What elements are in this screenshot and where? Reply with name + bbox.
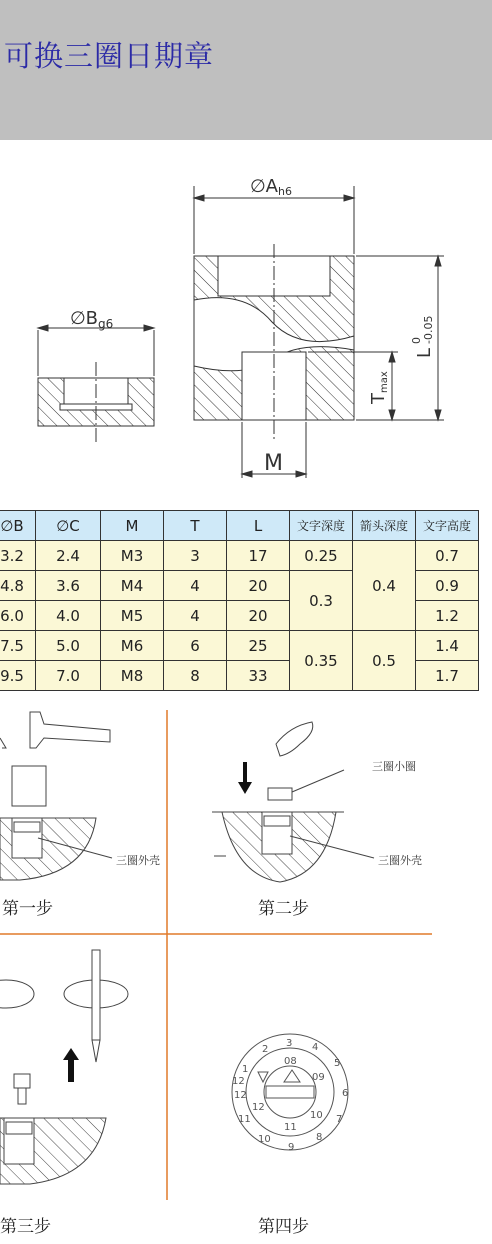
th-text-depth: 文字深度 bbox=[290, 511, 353, 541]
table-cell: 20 bbox=[227, 571, 290, 601]
svg-text:9: 9 bbox=[288, 1142, 295, 1153]
table-cell: 0.35 bbox=[290, 631, 353, 691]
svg-text:11: 11 bbox=[284, 1122, 297, 1133]
steps-illustration bbox=[0, 700, 492, 1244]
technical-drawing bbox=[0, 140, 492, 490]
table-cell: 6 bbox=[164, 631, 227, 661]
svg-text:09: 09 bbox=[312, 1072, 325, 1083]
table-cell: 7.0 bbox=[36, 661, 101, 691]
table-row bbox=[0, 631, 479, 661]
step1-shell-label: 三圈外壳 bbox=[116, 854, 160, 867]
svg-text:3: 3 bbox=[286, 1038, 293, 1049]
step2-illustration bbox=[212, 722, 374, 882]
table-cell: 4.8 bbox=[0, 571, 36, 601]
svg-text:2: 2 bbox=[262, 1044, 269, 1055]
table-cell: M6 bbox=[101, 631, 164, 661]
step4-title: 第四步 bbox=[258, 1217, 309, 1237]
th-l: L bbox=[227, 511, 290, 541]
table-cell: M5 bbox=[101, 601, 164, 631]
svg-text:8: 8 bbox=[316, 1132, 323, 1143]
table-cell: M8 bbox=[101, 661, 164, 691]
table-cell: 4.0 bbox=[36, 601, 101, 631]
dim-a-label: ∅Ah6 bbox=[250, 176, 292, 198]
svg-text:10: 10 bbox=[258, 1134, 271, 1145]
dim-l-label: L bbox=[414, 347, 435, 358]
step2-ring-label: 三圈小圈 bbox=[372, 760, 416, 773]
step3-illustration bbox=[0, 950, 128, 1184]
step3-title: 第三步 bbox=[0, 1217, 51, 1237]
table-cell: 2.4 bbox=[36, 541, 101, 571]
table-cell: 4 bbox=[164, 601, 227, 631]
svg-text:6: 6 bbox=[342, 1088, 349, 1099]
svg-text:08: 08 bbox=[284, 1056, 297, 1067]
svg-text:12: 12 bbox=[252, 1102, 265, 1113]
table-cell: 3.2 bbox=[0, 541, 36, 571]
dim-l-tol-upper: 0 bbox=[410, 337, 423, 344]
svg-text:12: 12 bbox=[234, 1090, 247, 1101]
table-cell: 1.4 bbox=[416, 631, 479, 661]
up-arrow-icon bbox=[63, 1048, 79, 1082]
dimension-table bbox=[0, 510, 479, 691]
table-cell: M3 bbox=[101, 541, 164, 571]
svg-text:12: 12 bbox=[232, 1076, 245, 1087]
large-part-drawing bbox=[194, 186, 444, 478]
step1-illustration bbox=[0, 712, 112, 880]
table-cell-arrow-depth: 0.4 bbox=[353, 541, 416, 631]
table-cell: 6.0 bbox=[0, 601, 36, 631]
table-cell: 7.5 bbox=[0, 631, 36, 661]
page-title: 可换三圈日期章 bbox=[4, 39, 215, 73]
table-row bbox=[0, 541, 479, 571]
table-cell: 9.5 bbox=[0, 661, 36, 691]
svg-text:1: 1 bbox=[242, 1064, 249, 1075]
dim-m-label: M bbox=[264, 451, 283, 476]
table-cell: 4 bbox=[164, 571, 227, 601]
th-b: ∅B bbox=[0, 511, 36, 541]
step2-shell-label: 三圈外壳 bbox=[378, 854, 422, 867]
down-arrow-icon bbox=[238, 762, 252, 794]
table-cell: 3.6 bbox=[36, 571, 101, 601]
table-cell: 25 bbox=[227, 631, 290, 661]
th-arrow-depth: 箭头深度 bbox=[353, 511, 416, 541]
th-text-height: 文字高度 bbox=[416, 511, 479, 541]
small-part-drawing bbox=[38, 325, 154, 445]
dim-t-label: Tmax bbox=[368, 371, 390, 404]
table-cell: 8 bbox=[164, 661, 227, 691]
svg-text:4: 4 bbox=[312, 1042, 319, 1053]
th-c: ∅C bbox=[36, 511, 101, 541]
table-cell: 1.2 bbox=[416, 601, 479, 631]
th-t: T bbox=[164, 511, 227, 541]
th-m: M bbox=[101, 511, 164, 541]
svg-text:11: 11 bbox=[238, 1114, 251, 1125]
step1-title: 第一步 bbox=[2, 899, 53, 919]
svg-text:10: 10 bbox=[310, 1110, 323, 1121]
table-cell: 1.7 bbox=[416, 661, 479, 691]
table-cell-arrow-depth: 0.5 bbox=[353, 631, 416, 691]
page-header bbox=[0, 0, 492, 140]
table-cell: 5.0 bbox=[36, 631, 101, 661]
table-cell: 33 bbox=[227, 661, 290, 691]
table-cell: 17 bbox=[227, 541, 290, 571]
table-cell: 3 bbox=[164, 541, 227, 571]
svg-text:5: 5 bbox=[334, 1058, 341, 1069]
table-cell: 0.25 bbox=[290, 541, 353, 571]
table-cell: 0.9 bbox=[416, 571, 479, 601]
table-cell: 0.7 bbox=[416, 541, 479, 571]
dim-b-label: $\emptyset B_{g6}$ bbox=[70, 308, 114, 331]
table-cell: 0.3 bbox=[290, 571, 353, 631]
table-cell: 20 bbox=[227, 601, 290, 631]
table-cell: M4 bbox=[101, 571, 164, 601]
dim-l-tol-lower: -0.05 bbox=[422, 315, 435, 344]
table-header-row bbox=[0, 511, 479, 541]
svg-text:7: 7 bbox=[336, 1114, 343, 1125]
step2-title: 第二步 bbox=[258, 899, 309, 919]
